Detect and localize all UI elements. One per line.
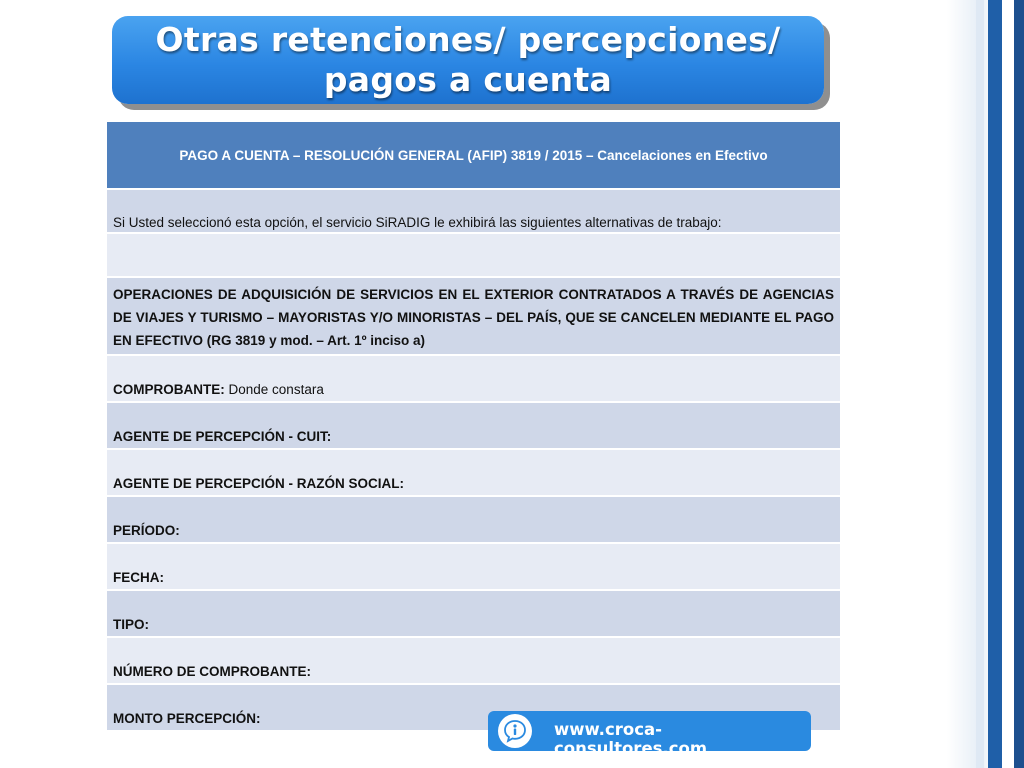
field-label: PERÍODO: (107, 496, 840, 543)
operations-row (107, 277, 840, 355)
slide-title-line: Otras retenciones/ percepciones/ (155, 20, 781, 59)
field-label: AGENTE DE PERCEPCIÓN - RAZÓN SOCIAL: (107, 449, 840, 496)
comprobante-cell (107, 355, 840, 402)
intro-row (107, 189, 840, 233)
decorative-stripe (976, 0, 984, 768)
operations-text: OPERACIONES DE ADQUISICIÓN DE SERVICIOS EN EL EXTERIOR CONTRATADOS A TRAVÉS DE AGENCIAS DE VIAJES Y TURISMO – MAYORISTAS Y/O MINORISTAS – DEL PAÍS, QUE SE CANCELEN MEDIANTE EL PAGO EN EFECTIVO (RG 3819 (113, 287, 834, 348)
field-row (107, 449, 840, 496)
table-header: PAGO A CUENTA – RESOLUCIÓN GENERAL (AFIP) 3819 / 2015 – Cancelaciones en Efectivo (107, 122, 840, 189)
field-row (107, 590, 840, 637)
empty-cell (107, 233, 840, 277)
field-label: NÚMERO DE COMPROBANTE: (107, 637, 840, 684)
comprobante-value: Donde constara (228, 382, 324, 397)
decorative-stripe (988, 0, 1002, 768)
decorative-side-band (914, 0, 1024, 768)
siradig-form-table (107, 122, 840, 732)
comprobante-row (107, 355, 840, 402)
slide-title-line: pagos a cuenta (323, 60, 613, 99)
operations-cell (107, 277, 840, 355)
empty-row (107, 233, 840, 277)
field-label: TIPO: (107, 590, 840, 637)
info-speech-icon (498, 714, 532, 748)
website-link[interactable]: www.croca-consultores.com (554, 720, 708, 758)
operations-ref: y mod. – Art. 1º inciso a) (269, 333, 426, 348)
slide-title-box (112, 16, 824, 104)
field-row (107, 402, 840, 449)
field-label: MONTO PERCEPCIÓN: (107, 684, 840, 731)
footer-banner (488, 711, 811, 758)
field-row (107, 637, 840, 684)
comprobante-label: COMPROBANTE: (113, 382, 225, 397)
field-label: FECHA: (107, 543, 840, 590)
decorative-stripe (1014, 0, 1024, 768)
field-row (107, 543, 840, 590)
field-row (107, 496, 840, 543)
intro-text: Si Usted seleccionó esta opción, el servicio SiRADIG le exhibirá las siguientes alternativas de trabajo: (107, 189, 840, 233)
table-header-row (107, 122, 840, 189)
slide-title (156, 20, 781, 100)
field-label: AGENTE DE PERCEPCIÓN - CUIT: (107, 402, 840, 449)
